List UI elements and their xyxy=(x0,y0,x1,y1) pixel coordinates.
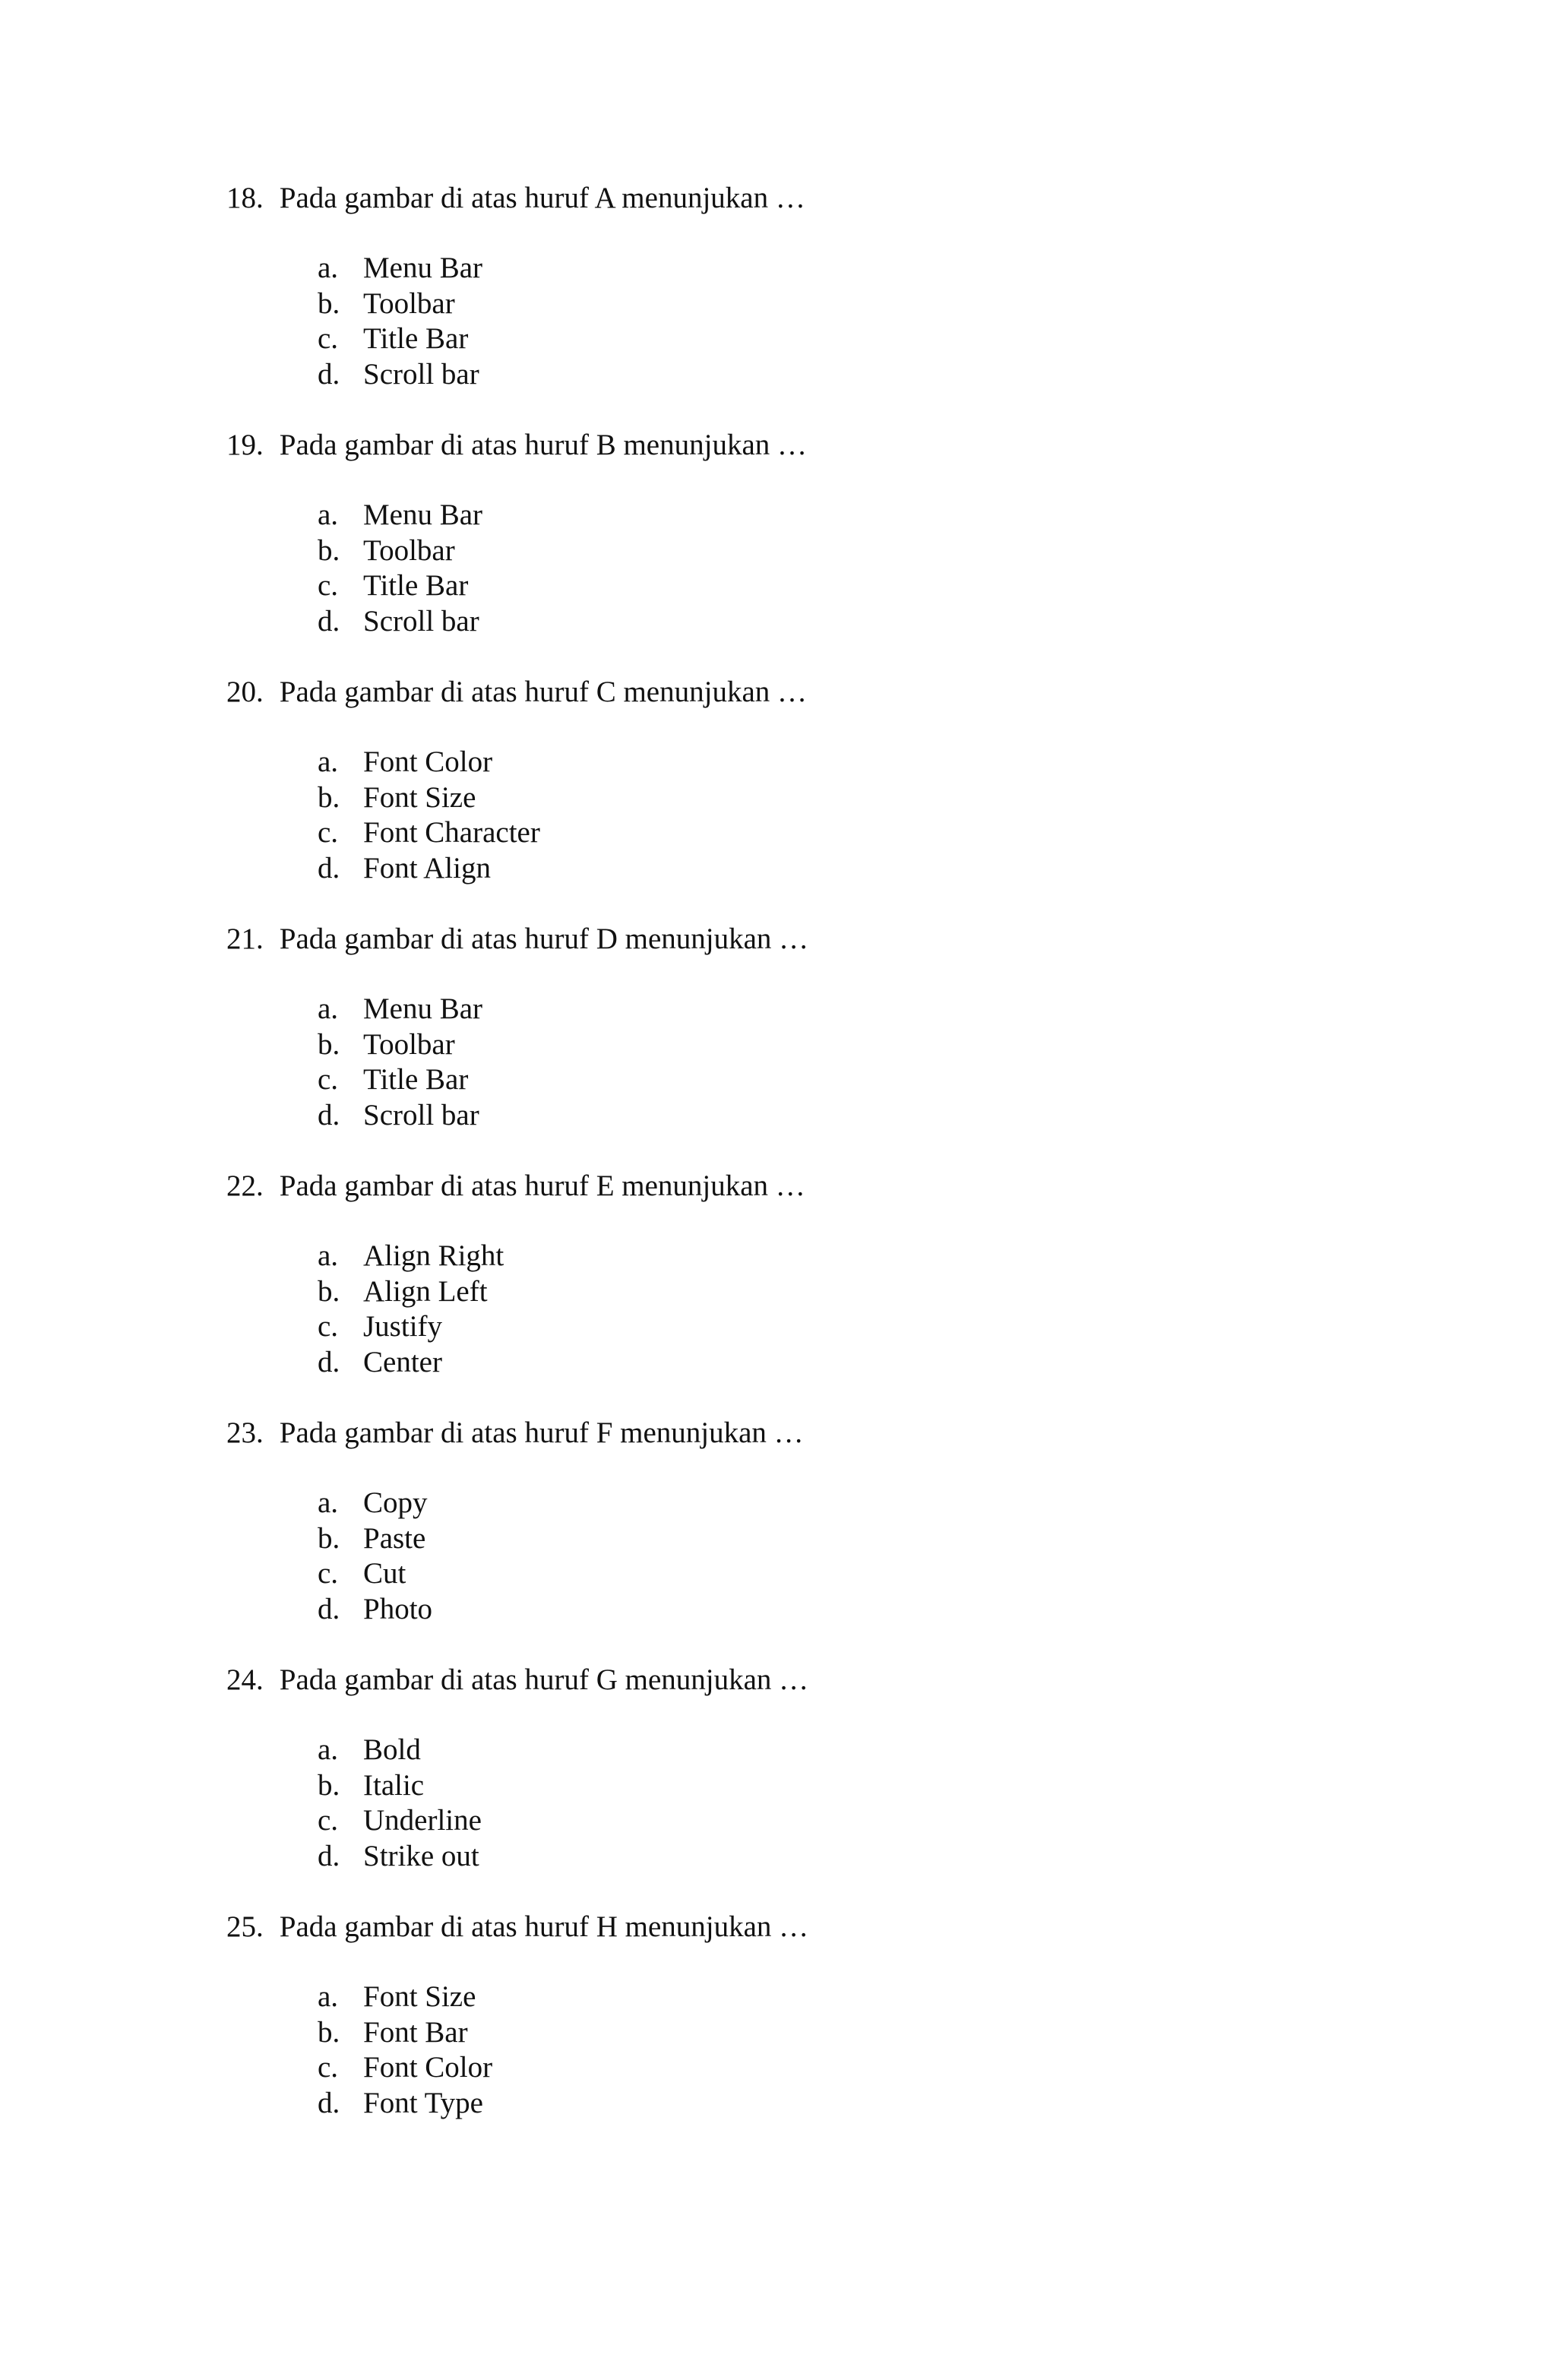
option-letter: a. xyxy=(318,252,339,284)
option-text: Font Size xyxy=(363,780,476,814)
option-letter: d. xyxy=(318,604,340,638)
question-text: Pada gambar di atas huruf G menunjukan … xyxy=(279,1663,809,1696)
option-letter: a. xyxy=(318,1733,339,1766)
option-letter: c. xyxy=(318,2051,339,2084)
option-text: Font Bar xyxy=(363,2015,468,2049)
option-text: Font Color xyxy=(363,2051,493,2084)
option-text: Scroll bar xyxy=(363,1098,479,1131)
question-number: 18. xyxy=(226,182,264,214)
option-text: Align Left xyxy=(363,1274,488,1308)
question-number: 19. xyxy=(226,429,264,461)
question-number: 25. xyxy=(226,1910,264,1943)
question-text-line xyxy=(226,1663,808,1698)
option-text: Font Type xyxy=(363,2086,483,2119)
question-number: 22. xyxy=(226,1169,264,1202)
question-text: Pada gambar di atas huruf A menunjukan … xyxy=(279,182,805,214)
option-letter: d. xyxy=(318,1098,340,1131)
option-letter: b. xyxy=(318,1521,340,1555)
option-letter: d. xyxy=(318,1345,340,1378)
option-letter: c. xyxy=(318,1804,339,1837)
question-text-line xyxy=(226,1416,804,1451)
option-text: Bold xyxy=(363,1733,421,1766)
option-text: Toolbar xyxy=(363,286,455,320)
question-24 xyxy=(0,1663,1556,1875)
option-letter: b. xyxy=(318,533,340,567)
option-letter: a. xyxy=(318,1486,339,1519)
question-18 xyxy=(0,181,1556,394)
option-letter: d. xyxy=(318,357,340,391)
question-text: Pada gambar di atas huruf C menunjukan … xyxy=(279,676,807,708)
option-text: Title Bar xyxy=(363,322,469,355)
question-22 xyxy=(0,1169,1556,1381)
question-text-line xyxy=(226,1910,808,1945)
question-text: Pada gambar di atas huruf E menunjukan … xyxy=(279,1169,805,1202)
option-text: Toolbar xyxy=(363,533,455,567)
option-text: Center xyxy=(363,1345,442,1378)
question-19 xyxy=(0,428,1556,641)
option-text: Title Bar xyxy=(363,1063,469,1096)
option-letter: a. xyxy=(318,992,339,1025)
option-letter: b. xyxy=(318,1274,340,1308)
option-text: Menu Bar xyxy=(363,252,483,284)
option-text: Menu Bar xyxy=(363,498,483,531)
option-letter: b. xyxy=(318,2015,340,2049)
option-text: Title Bar xyxy=(363,569,469,602)
option-text: Scroll bar xyxy=(363,357,479,391)
question-number: 24. xyxy=(226,1663,264,1696)
question-23 xyxy=(0,1416,1556,1628)
option-letter: d. xyxy=(318,1592,340,1625)
option-letter: c. xyxy=(318,816,339,849)
option-letter: a. xyxy=(318,1980,339,2013)
option-letter: c. xyxy=(318,322,339,355)
option-letter: b. xyxy=(318,1768,340,1802)
option-text: Scroll bar xyxy=(363,604,479,638)
option-text: Strike out xyxy=(363,1839,479,1872)
question-number: 21. xyxy=(226,923,264,955)
option-text: Copy xyxy=(363,1486,428,1519)
option-letter: d. xyxy=(318,1839,340,1872)
question-text-line xyxy=(226,675,807,710)
question-20 xyxy=(0,675,1556,888)
option-letter: b. xyxy=(318,286,340,320)
option-text: Italic xyxy=(363,1768,425,1802)
option-letter: d. xyxy=(318,2086,340,2119)
option-letter: c. xyxy=(318,1063,339,1096)
option-letter: d. xyxy=(318,851,340,885)
option-text: Align Right xyxy=(363,1239,504,1272)
option-text: Font Character xyxy=(363,816,540,849)
option-text: Font Size xyxy=(363,1980,476,2013)
question-number: 20. xyxy=(226,676,264,708)
question-text-line xyxy=(226,922,808,957)
question-21 xyxy=(0,922,1556,1135)
question-text: Pada gambar di atas huruf B menunjukan … xyxy=(279,429,807,461)
question-text: Pada gambar di atas huruf H menunjukan … xyxy=(279,1910,809,1943)
option-letter: b. xyxy=(318,1027,340,1061)
question-text: Pada gambar di atas huruf D menunjukan … xyxy=(279,923,809,955)
option-text: Menu Bar xyxy=(363,992,483,1025)
option-text: Photo xyxy=(363,1592,433,1625)
option-letter: a. xyxy=(318,1239,339,1272)
option-letter: c. xyxy=(318,1310,339,1343)
option-text: Cut xyxy=(363,1557,406,1590)
question-text-line xyxy=(226,1169,805,1204)
question-text-line xyxy=(226,181,805,216)
option-letter: a. xyxy=(318,498,339,531)
question-text: Pada gambar di atas huruf F menunjukan … xyxy=(279,1416,804,1449)
question-text-line xyxy=(226,428,807,463)
option-text: Font Align xyxy=(363,851,491,885)
option-letter: c. xyxy=(318,569,339,602)
option-text: Paste xyxy=(363,1521,426,1555)
option-letter: b. xyxy=(318,780,340,814)
question-25 xyxy=(0,1910,1556,2122)
question-number: 23. xyxy=(226,1416,264,1449)
option-text: Underline xyxy=(363,1804,482,1837)
option-letter: c. xyxy=(318,1557,339,1590)
option-letter: a. xyxy=(318,745,339,778)
option-text: Justify xyxy=(363,1310,443,1343)
option-text: Toolbar xyxy=(363,1027,455,1061)
option-text: Font Color xyxy=(363,745,493,778)
